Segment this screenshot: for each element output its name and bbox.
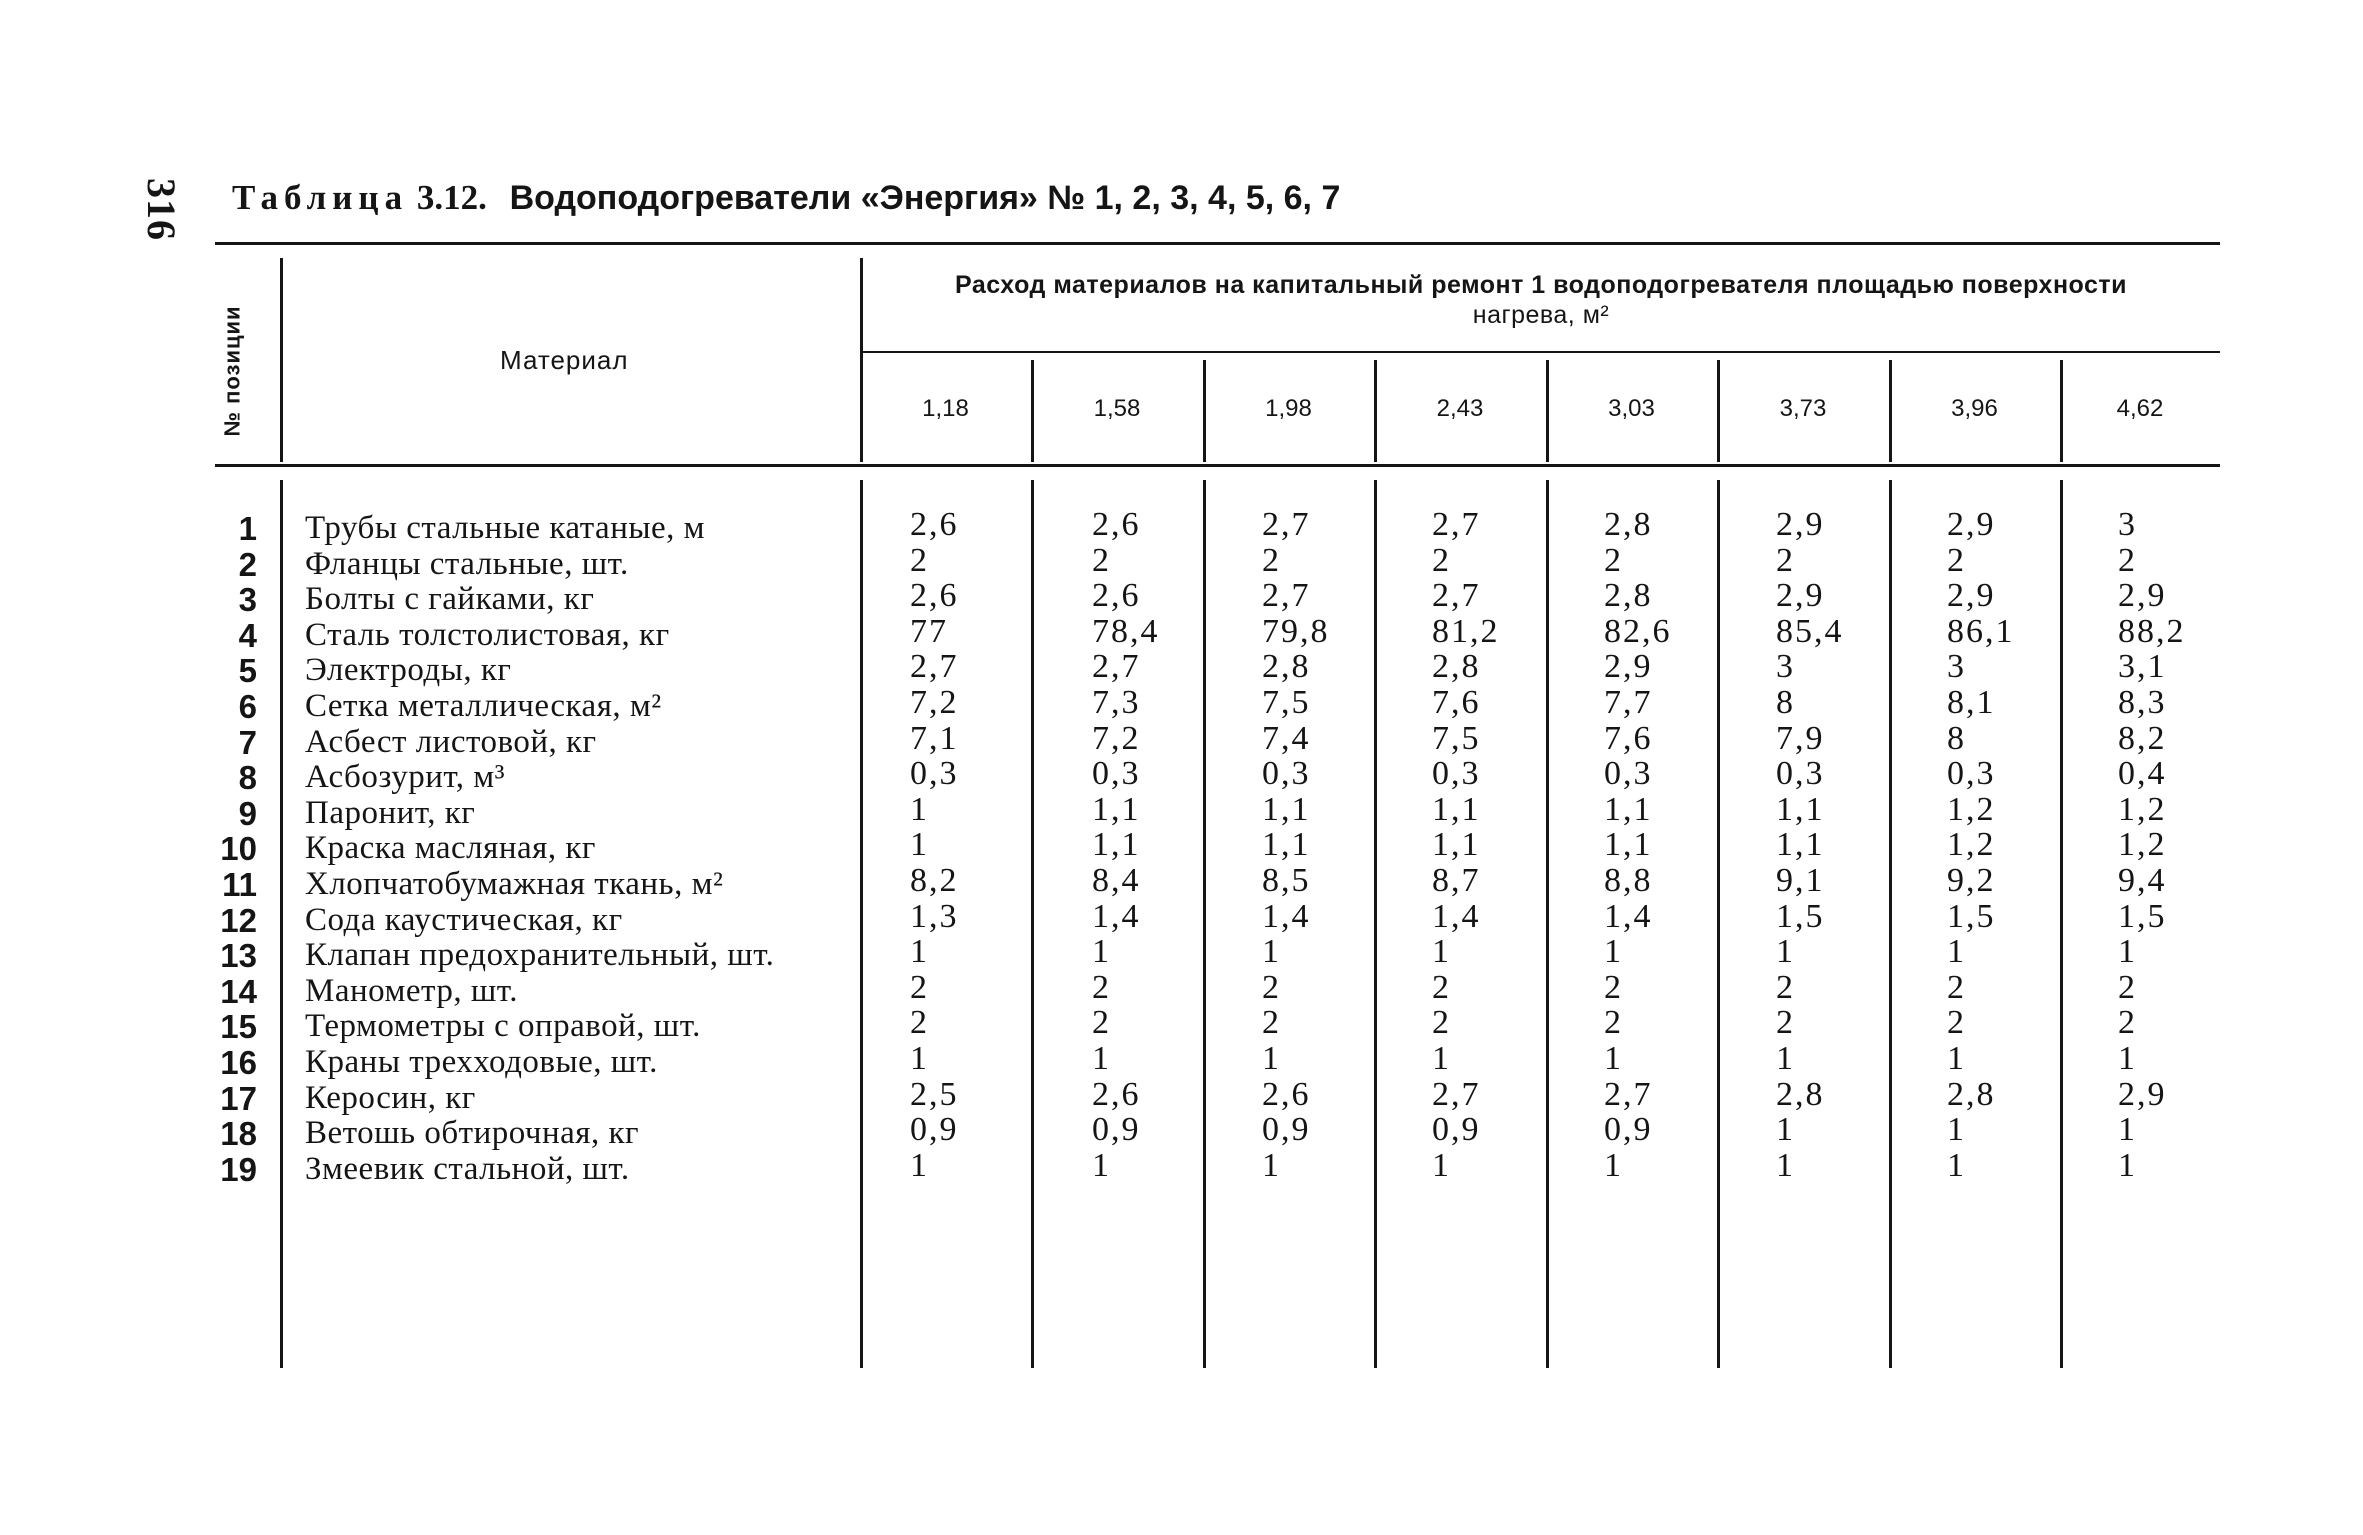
- row-value-cell: 8,8: [1604, 862, 1653, 899]
- row-value-cell: 1: [2118, 933, 2137, 970]
- area-column-divider-header: [1717, 360, 1720, 462]
- row-value-cell: 3: [1776, 648, 1795, 685]
- caption-title: Водоподогреватели «Энергия» № 1, 2, 3, 4, 5, 6, 7: [509, 179, 1341, 217]
- row-material-name: Клапан предохранительный, шт.: [305, 937, 775, 973]
- row-value-cell: 7,6: [1604, 720, 1653, 757]
- row-value-cell: 1: [1092, 933, 1111, 970]
- row-value-cell: 81,2: [1432, 613, 1500, 650]
- row-value-cell: 2: [1432, 1004, 1451, 1041]
- row-value-cell: 0,3: [1092, 755, 1141, 792]
- row-value-cell: 1: [910, 1147, 929, 1184]
- row-value-cell: 1: [1947, 933, 1966, 970]
- row-value-cell: 2,8: [1947, 1076, 1996, 1113]
- row-value-cell: 1,4: [1262, 898, 1311, 935]
- row-value-cell: 85,4: [1776, 613, 1844, 650]
- row-value-cell: 2,9: [2118, 577, 2167, 614]
- row-value-cell: 1,4: [1092, 898, 1141, 935]
- area-header: 3,96: [1951, 395, 1998, 422]
- row-position-number: 6: [238, 688, 257, 725]
- row-value-cell: 2,9: [1776, 577, 1825, 614]
- row-value-cell: 1: [1432, 1040, 1451, 1077]
- row-value-cell: 2: [1947, 969, 1966, 1006]
- row-value-cell: 1,1: [1092, 826, 1141, 863]
- row-value-cell: 2: [2118, 1004, 2137, 1041]
- row-value-cell: 1: [2118, 1111, 2137, 1148]
- row-value-cell: 1: [1776, 933, 1795, 970]
- row-value-cell: 8,4: [1092, 862, 1141, 899]
- row-position-number: 17: [220, 1080, 257, 1117]
- row-position-number: 16: [220, 1044, 257, 1081]
- area-column-divider-header: [1031, 360, 1034, 462]
- area-header: 2,43: [1436, 395, 1484, 422]
- row-value-cell: 2: [2118, 969, 2137, 1006]
- row-value-cell: 0,9: [1092, 1111, 1141, 1148]
- row-value-cell: 8,5: [1262, 862, 1311, 899]
- row-value-cell: 9,1: [1776, 862, 1825, 899]
- row-value-cell: 86,1: [1947, 613, 2015, 650]
- row-value-cell: 1: [1776, 1111, 1795, 1148]
- row-value-cell: 2,7: [1432, 506, 1481, 543]
- row-value-cell: 1: [1604, 933, 1623, 970]
- row-value-cell: 0,3: [1262, 755, 1311, 792]
- row-value-cell: 8: [1776, 684, 1795, 721]
- row-value-cell: 1,5: [1947, 898, 1996, 935]
- row-value-cell: 2,8: [1604, 577, 1653, 614]
- row-value-cell: 0,3: [1947, 755, 1996, 792]
- row-value-cell: 77: [910, 613, 948, 650]
- row-value-cell: 1: [1947, 1111, 1966, 1148]
- row-value-cell: 2: [1776, 542, 1795, 579]
- row-value-cell: 2,9: [1947, 506, 1996, 543]
- row-value-cell: 88,2: [2118, 613, 2186, 650]
- row-position-number: 14: [220, 973, 257, 1010]
- row-value-cell: 8,7: [1432, 862, 1481, 899]
- group-header-line-1: Расход материалов на капитальный ремонт 1 водоподогревателя площадью поверхности: [954, 271, 2128, 299]
- row-value-cell: 0,3: [1776, 755, 1825, 792]
- row-value-cell: 1: [1947, 1040, 1966, 1077]
- row-value-cell: 82,6: [1604, 613, 1672, 650]
- row-value-cell: 2: [910, 542, 929, 579]
- row-value-cell: 78,4: [1092, 613, 1160, 650]
- row-value-cell: 2,8: [1776, 1076, 1825, 1113]
- row-value-cell: 1: [1262, 933, 1281, 970]
- row-value-cell: 8,2: [2118, 720, 2167, 757]
- row-value-cell: 2,6: [1262, 1076, 1311, 1113]
- row-value-cell: 1,1: [1262, 826, 1311, 863]
- row-material-name: Трубы стальные катаные, м: [305, 510, 706, 546]
- row-position-number: 11: [222, 866, 257, 903]
- row-value-cell: 1,2: [1947, 791, 1996, 828]
- row-value-cell: 1: [1947, 1147, 1966, 1184]
- row-material-name: Асбест листовой, кг: [305, 724, 597, 760]
- row-value-cell: 1,1: [1776, 826, 1825, 863]
- row-value-cell: 1,3: [910, 898, 959, 935]
- position-column-header: [198, 292, 268, 450]
- row-value-cell: 1,1: [1262, 791, 1311, 828]
- area-column-divider-header: [1546, 360, 1549, 462]
- row-value-cell: 2: [1092, 969, 1111, 1006]
- row-position-number: 13: [220, 937, 257, 974]
- row-value-cell: 2: [910, 1004, 929, 1041]
- row-value-cell: 2: [1604, 969, 1623, 1006]
- area-column-divider-header: [1889, 360, 1892, 462]
- row-value-cell: 9,4: [2118, 862, 2167, 899]
- row-value-cell: 1: [1432, 1147, 1451, 1184]
- row-value-cell: 2,8: [1432, 648, 1481, 685]
- row-value-cell: 8: [1947, 720, 1966, 757]
- area-column-divider-body: [1203, 480, 1206, 1368]
- row-value-cell: 0,4: [2118, 755, 2167, 792]
- row-position-number: 4: [238, 617, 257, 654]
- row-position-number: 5: [238, 652, 257, 689]
- row-value-cell: 1: [1776, 1147, 1795, 1184]
- row-value-cell: 2,9: [1947, 577, 1996, 614]
- row-value-cell: 2,7: [910, 648, 959, 685]
- row-material-name: Фланцы стальные, шт.: [305, 546, 629, 582]
- row-value-cell: 8,1: [1947, 684, 1996, 721]
- row-value-cell: 7,4: [1262, 720, 1311, 757]
- row-value-cell: 2: [1262, 1004, 1281, 1041]
- row-value-cell: 2: [1262, 542, 1281, 579]
- row-material-name: Керосин, кг: [305, 1080, 476, 1116]
- row-value-cell: 0,9: [1604, 1111, 1653, 1148]
- row-value-cell: 2,7: [1432, 577, 1481, 614]
- row-value-cell: 1: [2118, 1040, 2137, 1077]
- area-column-divider-body: [1031, 480, 1034, 1368]
- row-position-number: 10: [220, 830, 257, 867]
- row-position-number: 8: [238, 759, 257, 796]
- row-position-number: 12: [220, 902, 257, 939]
- row-value-cell: 1,1: [1432, 826, 1481, 863]
- row-value-cell: 7,2: [910, 684, 959, 721]
- row-value-cell: 3,1: [2118, 648, 2167, 685]
- row-position-number: 9: [238, 795, 257, 832]
- row-value-cell: 2,7: [1432, 1076, 1481, 1113]
- area-column-divider-body: [2060, 480, 2063, 1368]
- row-value-cell: 1,2: [2118, 826, 2167, 863]
- row-value-cell: 0,3: [910, 755, 959, 792]
- caption-number: 3.12.: [416, 178, 487, 217]
- position-header-text: № позиции: [220, 305, 246, 437]
- group-header-line-2: нагрева, м²: [1472, 301, 1610, 329]
- row-value-cell: 1: [1092, 1147, 1111, 1184]
- row-value-cell: 79,8: [1262, 613, 1330, 650]
- row-value-cell: 2: [1092, 1004, 1111, 1041]
- row-value-cell: 2: [1262, 969, 1281, 1006]
- row-material-name: Болты с гайками, кг: [305, 581, 595, 617]
- row-position-number: 18: [220, 1115, 257, 1152]
- row-position-number: 2: [238, 546, 257, 583]
- row-value-cell: 1: [910, 1040, 929, 1077]
- row-material-name: Термометры с оправой, шт.: [305, 1008, 701, 1044]
- area-column-divider-body: [1546, 480, 1549, 1368]
- row-value-cell: 2: [1947, 1004, 1966, 1041]
- area-header: 1,98: [1265, 395, 1312, 422]
- row-value-cell: 2,6: [1092, 577, 1141, 614]
- position-column-divider-header: [280, 258, 283, 462]
- area-header: 3,03: [1608, 395, 1655, 422]
- row-value-cell: 2,9: [2118, 1076, 2167, 1113]
- row-value-cell: 1,1: [1092, 791, 1141, 828]
- row-position-number: 19: [220, 1151, 257, 1188]
- row-material-name: Асбозурит, м³: [305, 759, 506, 795]
- row-material-name: Змеевик стальной, шт.: [305, 1151, 630, 1187]
- row-value-cell: 1,1: [1776, 791, 1825, 828]
- row-value-cell: 2,7: [1604, 1076, 1653, 1113]
- row-value-cell: 2: [1947, 542, 1966, 579]
- row-material-name: Манометр, шт.: [305, 973, 518, 1009]
- area-column-divider-header: [1203, 360, 1206, 462]
- area-column-divider-header: [2060, 360, 2063, 462]
- row-value-cell: 2: [1604, 1004, 1623, 1041]
- row-material-name: Сетка металлическая, м²: [305, 688, 662, 724]
- row-value-cell: 1: [910, 826, 929, 863]
- row-value-cell: 1: [1262, 1147, 1281, 1184]
- row-position-number: 7: [238, 724, 257, 761]
- row-value-cell: 2,8: [1262, 648, 1311, 685]
- row-value-cell: 1: [1432, 933, 1451, 970]
- row-material-name: Ветошь обтирочная, кг: [305, 1115, 640, 1151]
- area-header: 1,18: [922, 395, 969, 422]
- row-position-number: 3: [238, 581, 257, 618]
- row-value-cell: 9,2: [1947, 862, 1996, 899]
- row-value-cell: 2: [1092, 542, 1111, 579]
- row-value-cell: 7,7: [1604, 684, 1653, 721]
- row-position-number: 15: [220, 1008, 257, 1045]
- row-value-cell: 2,7: [1262, 577, 1311, 614]
- row-value-cell: 3: [1947, 648, 1966, 685]
- material-column-header: Материал: [500, 345, 629, 375]
- row-value-cell: 2: [910, 969, 929, 1006]
- row-value-cell: 1: [910, 933, 929, 970]
- row-value-cell: 2,5: [910, 1076, 959, 1113]
- row-value-cell: 7,1: [910, 720, 959, 757]
- row-material-name: Паронит, кг: [305, 795, 476, 831]
- row-value-cell: 1,1: [1604, 791, 1653, 828]
- row-value-cell: 3: [2118, 506, 2137, 543]
- row-value-cell: 1: [1262, 1040, 1281, 1077]
- row-value-cell: 1,2: [2118, 791, 2167, 828]
- caption-lead: Таблица: [232, 178, 409, 217]
- row-material-name: Сталь толстолистовая, кг: [305, 617, 670, 653]
- row-value-cell: 1: [910, 791, 929, 828]
- row-value-cell: 0,9: [1432, 1111, 1481, 1148]
- row-value-cell: 2,7: [1262, 506, 1311, 543]
- consumption-group-header: [862, 270, 2220, 330]
- table-caption: [232, 178, 1340, 218]
- row-value-cell: 1,2: [1947, 826, 1996, 863]
- position-column-divider-body: [280, 480, 283, 1368]
- row-material-name: Краска масляная, кг: [305, 830, 596, 866]
- row-value-cell: 1,5: [2118, 898, 2167, 935]
- row-value-cell: 7,2: [1092, 720, 1141, 757]
- row-value-cell: 2: [1776, 1004, 1795, 1041]
- area-column-divider-body: [1374, 480, 1377, 1368]
- row-value-cell: 0,9: [910, 1111, 959, 1148]
- row-value-cell: 7,3: [1092, 684, 1141, 721]
- row-value-cell: 2,6: [1092, 506, 1141, 543]
- row-value-cell: 2,9: [1776, 506, 1825, 543]
- row-value-cell: 8,2: [910, 862, 959, 899]
- row-value-cell: 2: [1604, 542, 1623, 579]
- row-value-cell: 2: [1776, 969, 1795, 1006]
- row-value-cell: 0,9: [1262, 1111, 1311, 1148]
- row-value-cell: 2,6: [1092, 1076, 1141, 1113]
- area-header: 4,62: [2116, 395, 2164, 422]
- material-column-divider-body: [860, 480, 863, 1368]
- row-value-cell: 1,1: [1604, 826, 1653, 863]
- row-value-cell: 2,9: [1604, 648, 1653, 685]
- row-material-name: Сода каустическая, кг: [305, 902, 623, 938]
- area-column-divider-body: [1717, 480, 1720, 1368]
- row-value-cell: 7,5: [1432, 720, 1481, 757]
- row-value-cell: 7,6: [1432, 684, 1481, 721]
- row-value-cell: 0,3: [1604, 755, 1653, 792]
- area-header: 3,73: [1779, 395, 1827, 422]
- row-value-cell: 2: [1432, 969, 1451, 1006]
- row-value-cell: 2,8: [1604, 506, 1653, 543]
- row-value-cell: 8,3: [2118, 684, 2167, 721]
- row-material-name: Электроды, кг: [305, 652, 512, 688]
- row-value-cell: 2,6: [910, 577, 959, 614]
- page-number: 316: [139, 178, 184, 241]
- row-value-cell: 1: [1092, 1040, 1111, 1077]
- row-value-cell: 1: [1604, 1040, 1623, 1077]
- row-material-name: Краны трехходовые, шт.: [305, 1044, 658, 1080]
- row-value-cell: 1,4: [1432, 898, 1481, 935]
- area-column-divider-header: [1374, 360, 1377, 462]
- row-value-cell: 1: [1604, 1147, 1623, 1184]
- header-bottom-rule: [215, 464, 2220, 467]
- group-header-rule: [860, 351, 2220, 353]
- row-value-cell: 1,1: [1432, 791, 1481, 828]
- row-value-cell: 2: [2118, 542, 2137, 579]
- row-value-cell: 2,6: [910, 506, 959, 543]
- row-value-cell: 7,5: [1262, 684, 1311, 721]
- row-value-cell: 2: [1432, 542, 1451, 579]
- row-value-cell: 7,9: [1776, 720, 1825, 757]
- row-value-cell: 1,4: [1604, 898, 1653, 935]
- row-value-cell: 0,3: [1432, 755, 1481, 792]
- row-value-cell: 1: [2118, 1147, 2137, 1184]
- row-position-number: 1: [238, 510, 257, 547]
- row-value-cell: 2,7: [1092, 648, 1141, 685]
- row-value-cell: 1,5: [1776, 898, 1825, 935]
- row-value-cell: 1: [1776, 1040, 1795, 1077]
- top-rule: [215, 242, 2220, 245]
- row-material-name: Хлопчатобумажная ткань, м²: [305, 866, 724, 902]
- area-column-divider-body: [1889, 480, 1892, 1368]
- area-header: 1,58: [1093, 395, 1141, 422]
